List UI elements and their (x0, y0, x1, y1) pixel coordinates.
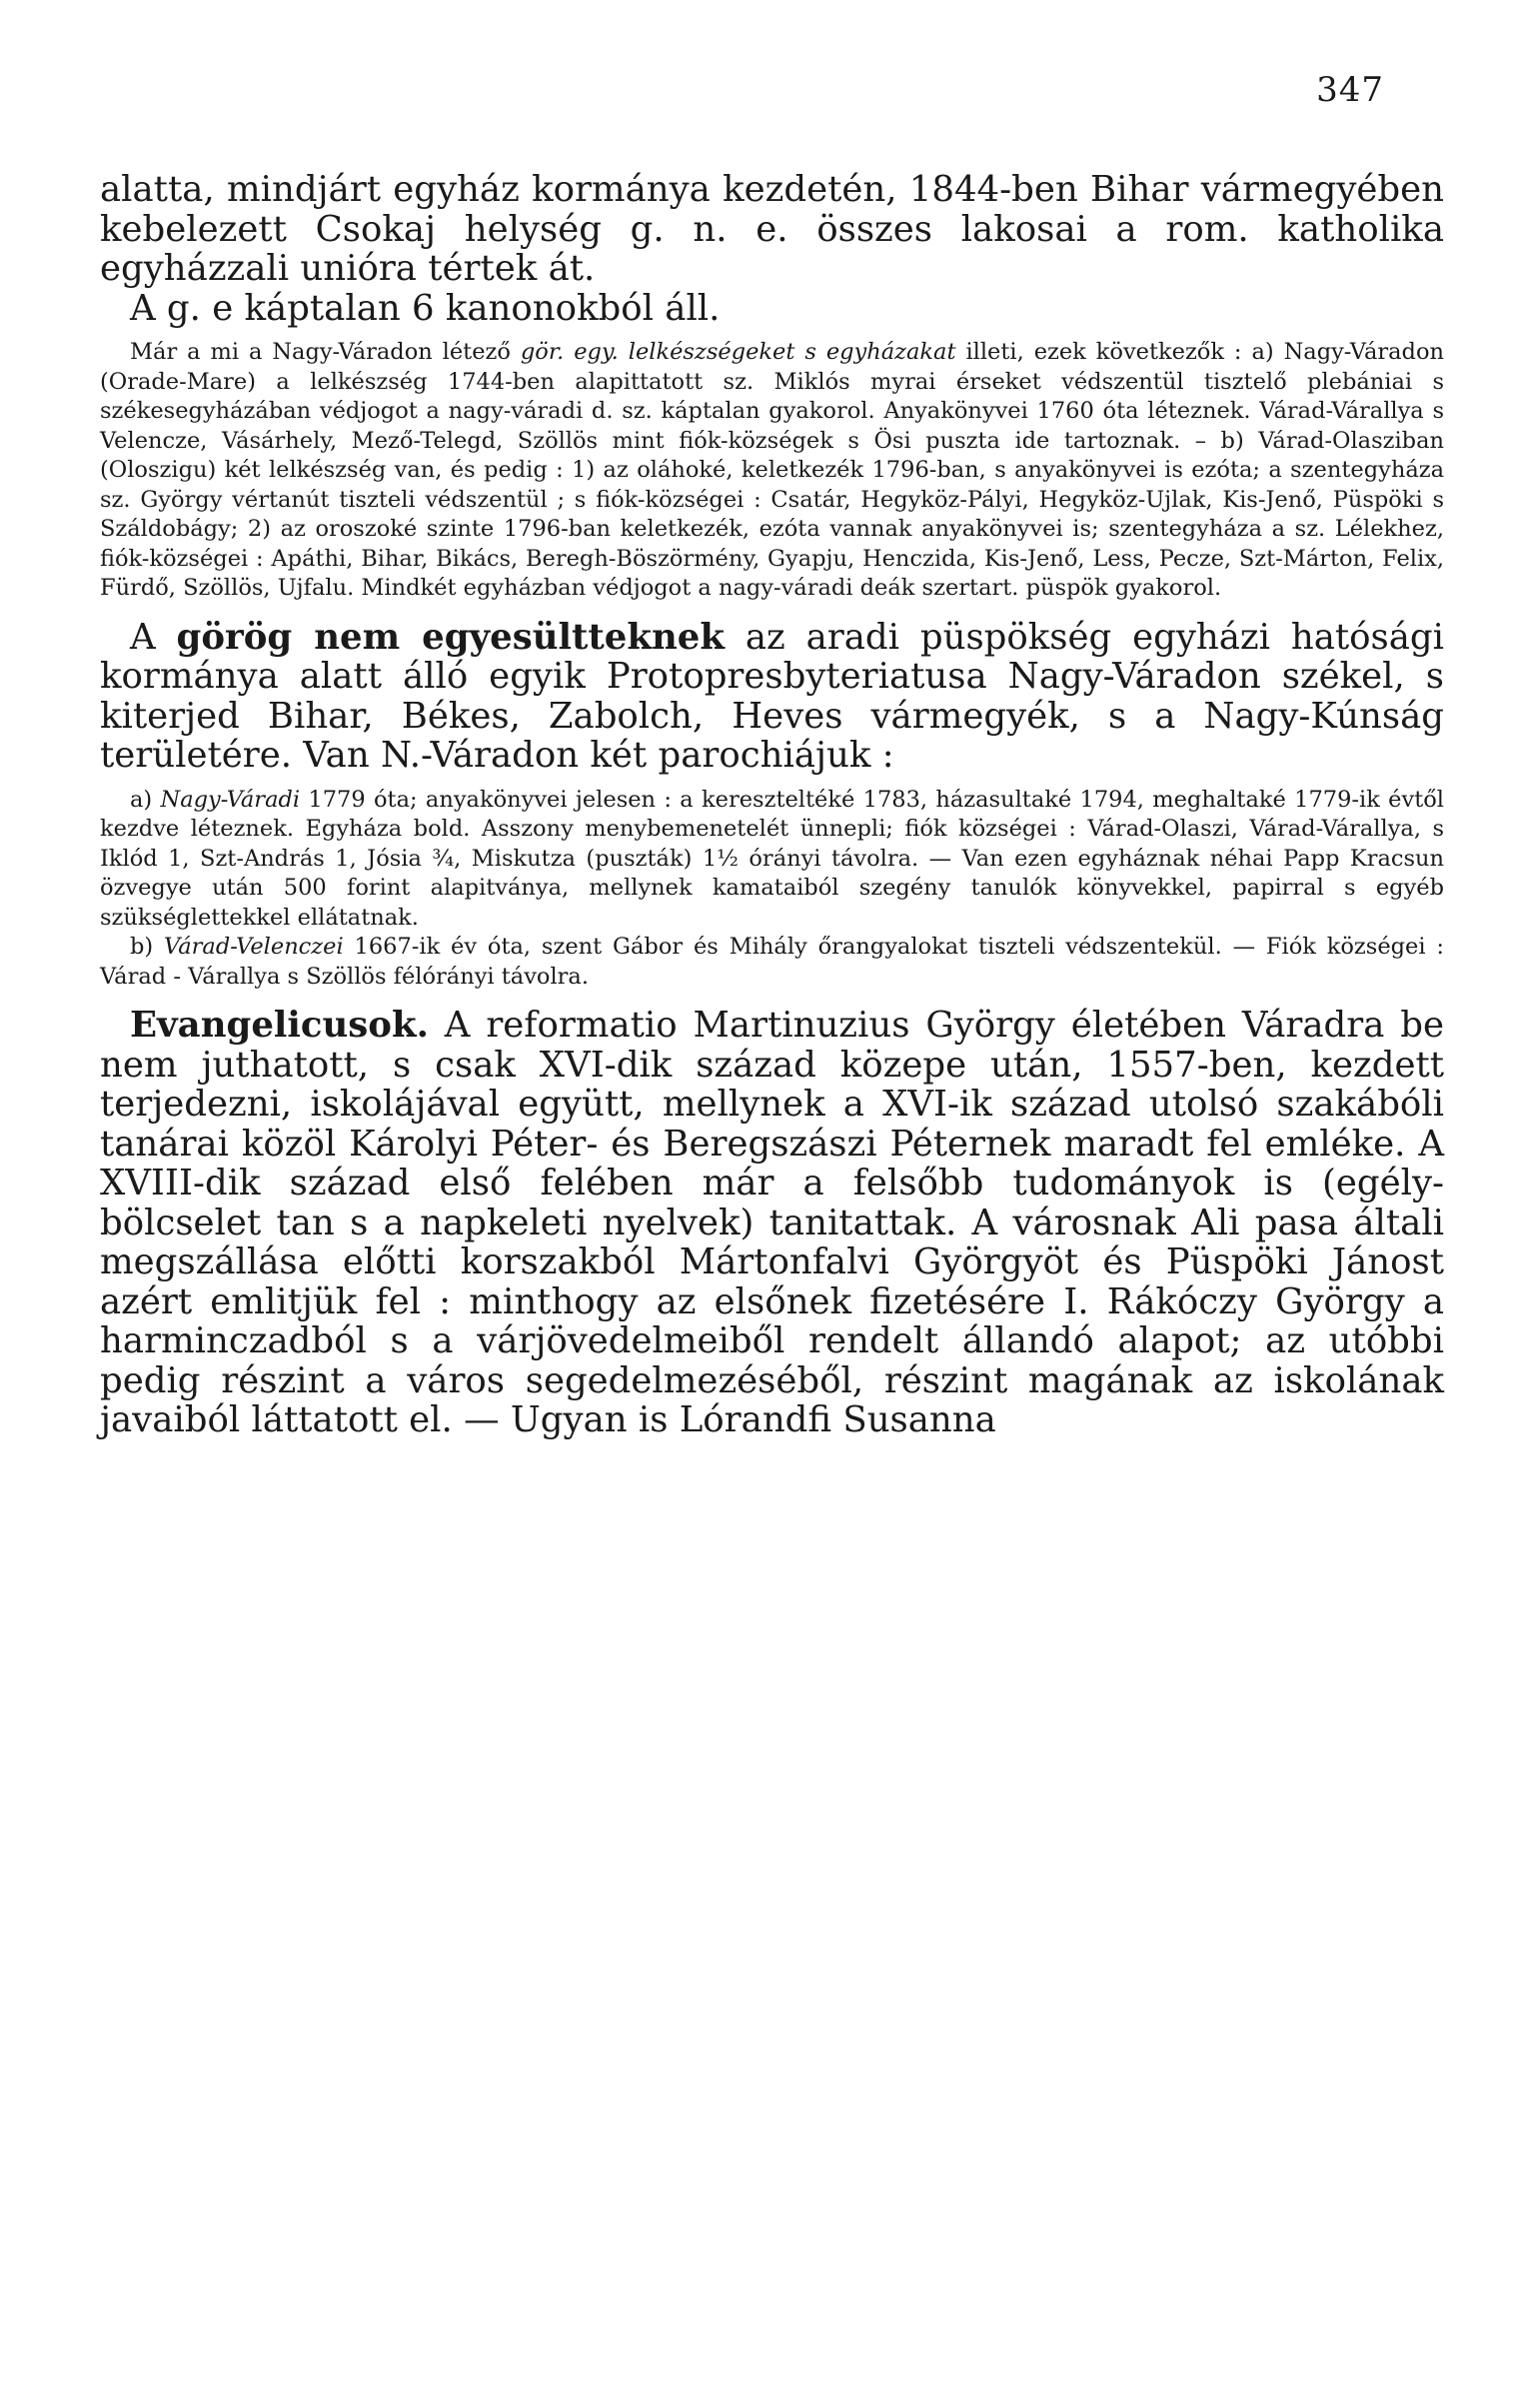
small2-b-rest: 1667-ik év óta, szent Gábor és Mihály őrangyalokat tiszteli védszentekül. — Fiók községei : Várad - Várallya s Szöllös félórányi távolra. (100, 934, 1444, 990)
paragraph-4 (100, 1006, 1444, 1440)
small-paragraph-b (100, 933, 1444, 992)
small2-a-italic: Nagy-Váradi (160, 786, 301, 813)
para3-rest: az aradi püspökség egyházi hatósági kormánya alatt álló egyik Protopresbyteriatusa Nagy-Váradon székel, s kiterjed Bihar, Békes, Zabolch, Heves vármegyék, s a Nagy-Kúnság területére. Van N.-Váradon két parochiájuk : (100, 616, 1445, 776)
para3-bold: görög nem egyesültteknek (176, 616, 725, 658)
document-page (100, 70, 1444, 1440)
small1-rest: illeti, ezek következők : a) Nagy-Váradon (Orade-Mare) a lelkészség 1744-ben alapittatott sz. Miklós myrai érseket védszentül tisztelő plebániai s székesegyházában védjogot a nagy-váradi d. sz. káptalan gyakorol. Anyakönyvei 1760 óta léteznek. Várad-Várallya s Velencze, Vásárhely, Mező-Telegd, Szöllös mint fiók-községek s Ösi puszta ide tartoznak. – b) Várad-Olasziban (Oloszigu) két lelkészség van, és pedig : 1) az oláhoké, keletkezék 1796-ban, s anyakönyvei is ezóta; a szentegyháza sz. György vértanút tiszteli védszentül ; s fiók-községei : Csatár, Hegyköz-Pályi, Hegyköz-Ujlak, Kis-Jenő, Püspöki s Száldobágy; 2) az oroszoké szinte 1796-ban keletkezék, ezóta vannak anyakönyvei is; szentegyháza a sz. Lélekhez, fiók-községei : Apáthi, Bihar, Bikács, Beregh-Böszörmény, Gyapju, Henczida, Kis-Jenő, Less, Pecze, Szt-Márton, Felix, Fürdő, Szöllös, Ujfalu. Mindkét egyházban védjogot a nagy-váradi deák szertart. püspök gyakorol. (100, 339, 1444, 601)
small1-italic: gör. egy. lelkészségeket s egyházakat (520, 339, 956, 365)
paragraph-1: alatta, mindjárt egyház kormánya kezdetén, 1844-ben Bihar vármegyében kebelezett Csokaj helység g. n. e. összes lakosai a rom. katholika egyházzali unióra tértek át. (100, 169, 1444, 289)
small-paragraph-1 (100, 338, 1444, 604)
small2-b-label: b) (130, 934, 165, 960)
small-paragraph-a (100, 786, 1444, 934)
small2-b-italic: Várad-Velenczei (164, 934, 344, 960)
page-number: 347 (1316, 70, 1384, 110)
para4-bold: Evangelicusok. (130, 1005, 429, 1046)
paragraph-2: A g. e káptalan 6 kanonokból áll. (130, 287, 721, 329)
small2-a-label: a) (130, 786, 161, 813)
para4-rest: A reformatio Martinuzius György életében Váradra be nem juthatott, s csak XVI-dik század közepe után, 1557-ben, kezdett terjedezni, iskolájával együtt, mellynek a XVI-ik század utolsó szakábóli tanárai közöl Károlyi Péter- és Beregszászi Péternek maradt fel emléke. A XVIII-dik század első felében már a felsőbb tudományok is (egély-bölcselet tan s a napkeleti nyelvek) tanitattak. A városnak Ali pasa általi megszállása előtti korszakból Mártonfalvi Györgyöt és Püspöki Jánost azért emlitjük fel : minthogy az elsőnek fizetésére I. Rákóczy György a harminczadból s a várjövedelmeiből rendelt állandó alapot; az utóbbi pedig részint a város segedelmezéséből, részint magának az iskolának javaiból láttatott el. — Ugyan is Lórandfi Susanna (100, 1005, 1444, 1440)
paragraph-3 (100, 618, 1444, 776)
small2-a-rest: 1779 óta; anyakönyvei jelesen : a kereszteltéké 1783, házasultaké 1794, meghaltaké 1779-ik évtől kezdve léteznek. Egyháza bold. Asszony menybemenetelét ünnepli; fiók községei : Várad-Olaszi, Várad-Várallya, s Iklód 1, Szt-András 1, Jósia ¾, Miskutza (puszták) 1½ órányi távolra. — Van ezen egyháznak néhai Papp Kracsun özvegye után 500 forint alapitványa, mellynek kamataiból szegény tanulók könyvekkel, papirral s egyéb szükséglettekkel ellátatnak. (100, 786, 1444, 931)
small1-lead: Már a mi a Nagy-Váradon létező (130, 339, 521, 365)
para3-lead: A (130, 616, 177, 658)
